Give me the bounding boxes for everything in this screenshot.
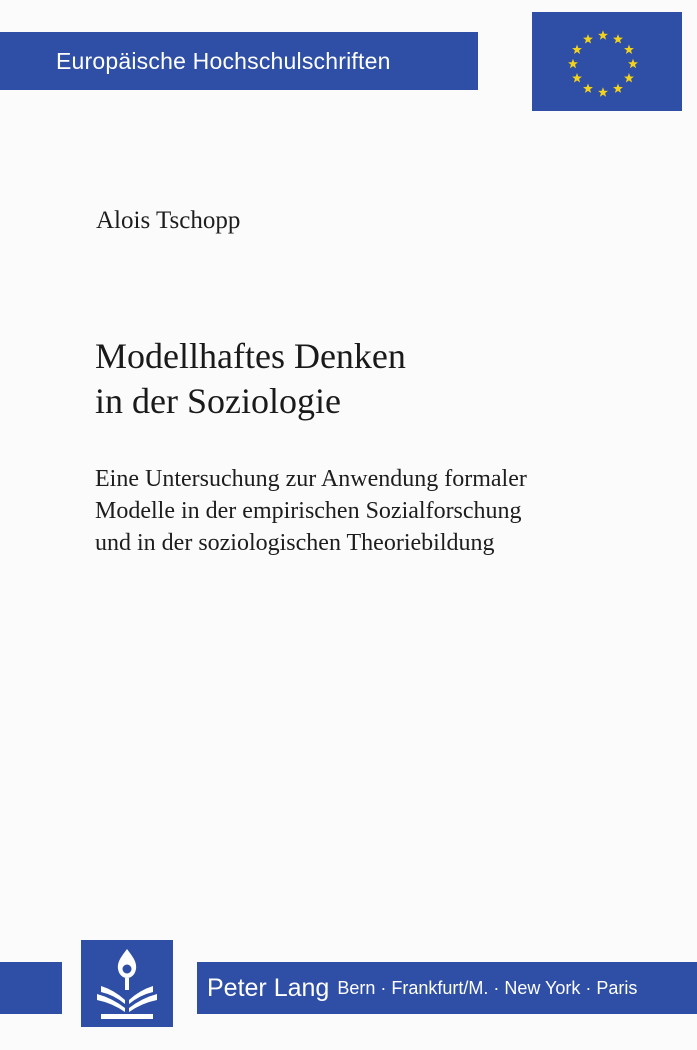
- peter-lang-logo-icon: [81, 940, 173, 1027]
- book-title-line: Modellhaftes Denken: [95, 336, 406, 376]
- star-icon: [624, 73, 634, 82]
- star-icon: [613, 34, 623, 43]
- star-icon: [572, 45, 582, 54]
- book-subtitle-line: Eine Untersuchung zur Anwendung formaler: [95, 466, 527, 492]
- star-icon: [624, 45, 634, 54]
- book-subtitle-line: Modelle in der empirischen Sozialforschung: [95, 498, 522, 524]
- book-title: [95, 334, 406, 424]
- series-banner: [0, 32, 478, 90]
- book-subtitle: [95, 463, 527, 559]
- star-icon: [572, 73, 582, 82]
- book-title-line: in der Soziologie: [95, 381, 341, 421]
- eu-stars-icon: [532, 12, 682, 111]
- author-name: Alois Tschopp: [96, 207, 241, 234]
- publisher-banner: [197, 962, 697, 1014]
- publisher-cities: Bern · Frankfurt/M. · New York · Paris: [337, 977, 638, 998]
- publisher-name: Peter Lang: [207, 973, 330, 1002]
- book-subtitle-line: und in der soziologischen Theoriebildung: [95, 530, 495, 556]
- star-icon: [628, 59, 638, 68]
- series-title: Europäische Hochschulschriften: [56, 47, 391, 74]
- footer-left-bar: [0, 962, 62, 1014]
- star-icon: [613, 83, 623, 92]
- star-icon: [583, 34, 593, 43]
- star-icon: [598, 87, 608, 96]
- star-icon: [598, 30, 608, 39]
- star-icon: [568, 59, 578, 68]
- star-icon: [583, 83, 593, 92]
